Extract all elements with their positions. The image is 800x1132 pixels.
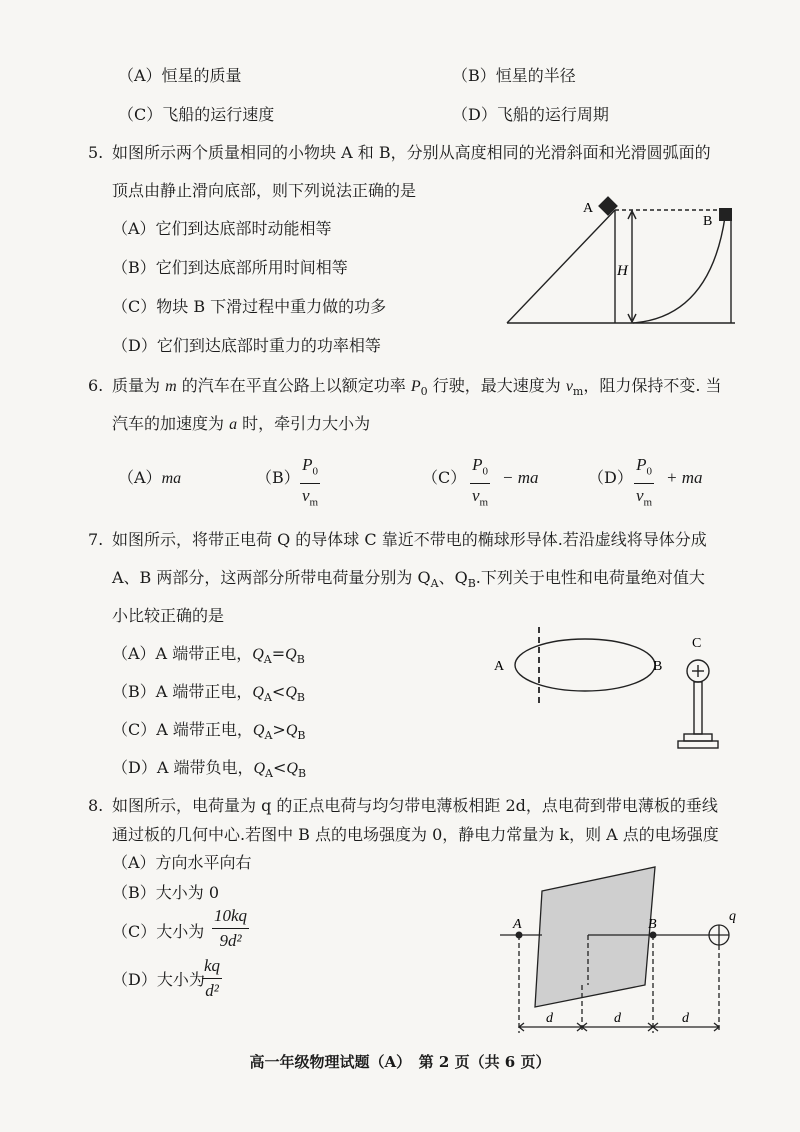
q8-number: 8. <box>88 796 104 815</box>
q7-option-b-text: （B）A 端带正电， <box>112 682 253 701</box>
q7-option-a: （A）A 端带正电，$Q_A=Q_B$ <box>112 644 305 667</box>
q7-option-a-rel: = <box>271 644 286 663</box>
q8-figure <box>495 855 745 1040</box>
q7-option-a-sub2: B <box>296 653 305 667</box>
q7-figure <box>488 625 728 755</box>
q5-incline-line <box>507 210 615 323</box>
q8-charged-plate <box>535 867 655 1007</box>
q6-b-v: v <box>302 486 310 506</box>
q6-stem-line1 <box>112 376 722 402</box>
q7-option-d: （D）A 端带负电，$Q_A<Q_B$ <box>112 758 307 781</box>
q8-option-d-fraction <box>202 956 222 1001</box>
q8-point-a <box>516 932 523 939</box>
q7-option-b-rel: < <box>271 682 286 701</box>
q6-d-sub: 0 <box>646 465 652 478</box>
q6-var-p: P <box>410 378 421 395</box>
q6-d-v: v <box>636 486 644 506</box>
q8-c-denominator: 9d² <box>219 931 242 950</box>
q8-d-denominator: d² <box>205 981 219 1000</box>
q7-text-a: A、B 两部分，这两部分所带电荷量分别为 Q <box>112 568 431 587</box>
q6-option-b-fraction <box>300 455 320 513</box>
q7-text-b: 、Q <box>438 568 468 587</box>
q6-sub-0: 0 <box>420 385 428 399</box>
q6-option-c-label: （C） <box>422 468 467 487</box>
q6-d-fraction-bar <box>634 483 654 484</box>
q8-point-b <box>650 932 657 939</box>
q7-option-c-rel: > <box>272 720 286 739</box>
q6-sub-m: m <box>572 385 584 399</box>
q6-c-numerator <box>470 455 490 481</box>
q6-var-v: v <box>565 378 573 395</box>
q7-label-b: B <box>653 659 663 674</box>
q6-text-b: 的汽车在平直公路上以额定功率 <box>176 376 411 395</box>
q5-figure <box>505 195 755 330</box>
q8-option-d: （D）大小为 <box>112 970 205 989</box>
q6-var-a: a <box>229 416 238 433</box>
q5-block-b <box>719 208 732 221</box>
q5-option-d: （D）它们到达底部时重力的功率相等 <box>112 336 381 355</box>
q6-d-denominator <box>634 486 654 512</box>
q7-option-d-rel: < <box>273 758 287 777</box>
q7-stem-line2 <box>112 568 705 594</box>
q7-option-d-text: （D）A 端带负电， <box>112 758 254 777</box>
q6-stem-line2 <box>112 414 370 435</box>
q6-c-denominator <box>470 486 490 512</box>
q5-arc-surface <box>633 217 725 323</box>
q8-c-fraction-bar <box>212 928 249 929</box>
q7-option-c-text: （C）A 端带正电， <box>112 720 253 739</box>
q7-option-b-sub2: B <box>296 691 305 705</box>
q6-b-fraction-bar <box>300 483 320 484</box>
q7-option-c-sub1: A <box>264 729 273 743</box>
q7-sub-a: A <box>430 577 439 591</box>
q5-label-h: H <box>617 263 628 279</box>
q6-option-a <box>118 468 181 489</box>
q8-option-c-fraction <box>212 906 249 951</box>
q4-option-b: （B）恒星的半径 <box>452 66 576 85</box>
q6-b-vsub: m <box>309 496 319 509</box>
q7-number: 7. <box>88 530 104 549</box>
q6-option-d-label: （D） <box>588 468 633 487</box>
q8-d-fraction-bar <box>202 978 222 979</box>
q6-c-fraction-bar <box>470 483 490 484</box>
q6-b-denominator <box>300 486 320 512</box>
q6-b-sub: 0 <box>312 465 318 478</box>
q6-option-d-tail: + ma <box>666 468 703 487</box>
q6-b-p: P <box>302 455 313 474</box>
q7-option-b: （B）A 端带正电，$Q_A<Q_B$ <box>112 682 305 705</box>
q5-stem-line1: 如图所示两个质量相同的小物块 A 和 B，分别从高度相同的光滑斜面和光滑圆弧面的 <box>112 143 711 162</box>
q7-stem-line1: 如图所示，将带正电荷 Q 的导体球 C 靠近不带电的椭球形导体.若沿虚线将导体分成 <box>112 530 707 549</box>
q7-sub-b: B <box>467 577 476 591</box>
q7-stand-base-top <box>684 734 712 741</box>
q5-label-b: B <box>703 214 713 229</box>
q8-option-a: （A）方向水平向右 <box>112 853 252 872</box>
q6-option-c-fraction <box>470 455 490 513</box>
q5-number: 5. <box>88 143 104 162</box>
q8-label-b: B <box>648 917 657 932</box>
q7-label-a: A <box>494 659 505 674</box>
q8-option-b: （B）大小为 0 <box>112 883 220 902</box>
q7-option-b-sub1: A <box>263 691 272 705</box>
q6-option-a-label: （A） <box>118 468 162 487</box>
q5-stem-line2: 顶点由静止滑向底部，则下列说法正确的是 <box>112 181 417 200</box>
q7-option-a-text: （A）A 端带正电， <box>112 644 253 663</box>
q7-option-c: （C）A 端带正电，$Q_A>Q_B$ <box>112 720 306 743</box>
q7-option-a-sub1: A <box>263 653 272 667</box>
q8-stem-line1: 如图所示，电荷量为 q 的正点电荷与均匀带电薄板相距 2d，点电荷到带电薄板的垂线 <box>112 796 718 815</box>
q8-d-numerator: kq <box>204 956 221 975</box>
q7-option-d-sub1: A <box>265 767 273 781</box>
q6-c-v: v <box>472 486 480 506</box>
q8-option-c: （C）大小为 <box>112 922 205 941</box>
q6-c-sub: 0 <box>482 465 488 478</box>
q4-option-a: （A）恒星的质量 <box>118 66 242 85</box>
q6-text-d: ，阻力保持不变. 当 <box>583 376 722 395</box>
q7-option-c-sub2: B <box>297 729 306 743</box>
q8-c-numerator: 10kq <box>214 906 248 925</box>
q6-c-p: P <box>472 455 483 474</box>
q6-number: 6. <box>88 376 104 395</box>
q7-stem-line3: 小比较正确的是 <box>112 606 225 625</box>
q6-option-d-fraction <box>634 455 654 513</box>
q5-option-a: （A）它们到达底部时动能相等 <box>112 219 332 238</box>
q4-option-d: （D）飞船的运行周期 <box>452 105 609 124</box>
page-footer: 高一年级物理试题（A） 第 2 页（共 6 页） <box>249 1053 551 1071</box>
q8-label-d2: d <box>614 1011 621 1026</box>
q7-text-c: .下列关于电性和电荷量绝对值大 <box>475 568 705 587</box>
q5-option-c: （C）物块 B 下滑过程中重力做的功多 <box>112 297 387 316</box>
q6-text-e: 汽车的加速度为 <box>112 414 230 433</box>
q8-label-q: q <box>729 909 736 924</box>
q7-stand-base <box>678 741 718 748</box>
q5-option-b: （B）它们到达底部所用时间相等 <box>112 258 348 277</box>
q6-var-m: m <box>165 378 177 395</box>
q4-option-c: （C）飞船的运行速度 <box>118 105 275 124</box>
q6-option-c-tail: − ma <box>502 468 539 487</box>
q5-label-a: A <box>583 201 594 216</box>
q8-stem-line2: 通过板的几何中心.若图中 B 点的电场强度为 0，静电力常量为 k，则 A 点的电场强度 <box>112 825 719 844</box>
q8-label-d1: d <box>546 1011 553 1026</box>
q6-option-a-expr: ma <box>161 470 182 487</box>
q6-b-numerator <box>300 455 320 481</box>
q6-text-f: 时，牵引力大小为 <box>237 414 371 433</box>
q6-d-p: P <box>636 455 647 474</box>
q6-text-a: 质量为 <box>112 376 166 395</box>
q6-d-vsub: m <box>643 496 653 509</box>
q6-text-c: 行驶，最大速度为 <box>427 376 566 395</box>
q7-option-d-sub2: B <box>297 767 307 781</box>
q6-d-numerator <box>634 455 654 481</box>
q7-ellipsoid-conductor <box>515 639 655 691</box>
q7-label-c: C <box>692 636 702 651</box>
q6-option-b-label: （B） <box>256 468 300 487</box>
q8-label-d3: d <box>682 1011 689 1026</box>
q6-c-vsub: m <box>479 496 489 509</box>
q7-stand-pole <box>694 682 702 734</box>
q8-label-a: A <box>513 917 522 932</box>
